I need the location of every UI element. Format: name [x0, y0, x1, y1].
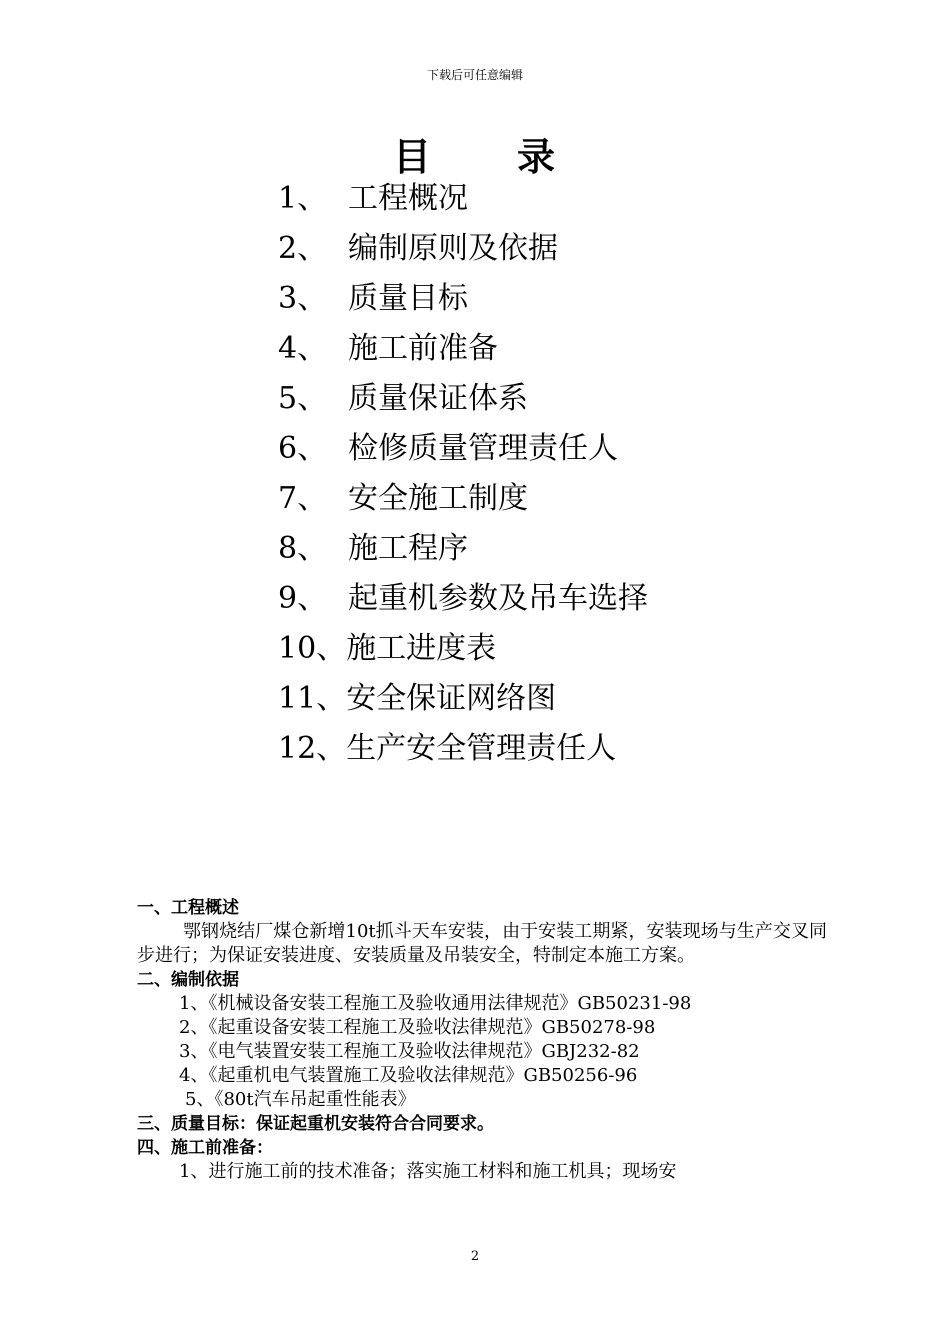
header-note: 下载后可任意编辑 [426, 68, 523, 82]
toc-item-number: 2、 [278, 231, 328, 266]
toc-item-text: 质量目标 [348, 281, 468, 316]
toc-item-text: 安全施工制度 [348, 481, 528, 516]
toc-item-text: 安全保证网络图 [346, 681, 557, 716]
toc-item-text: 施工前准备 [348, 331, 498, 366]
section-heading-basis: 二、编制依据 [137, 970, 239, 990]
toc-item-text: 生产安全管理责任人 [346, 731, 617, 766]
preparation-item: 1、进行施工前的技术准备；落实施工材料和施工机具；现场安 [179, 1161, 677, 1182]
toc-title [0, 126, 950, 181]
toc-item-number: 5、 [278, 381, 328, 416]
toc-item-text: 起重机参数及吊车选择 [348, 581, 648, 616]
reference-item: 1、《机械设备安装工程施工及验收通用法律规范》GB50231-98 [179, 993, 692, 1014]
toc-item-number: 7、 [278, 481, 328, 516]
section-heading-preparation: 四、施工前准备： [137, 1138, 273, 1158]
toc-list [278, 174, 648, 774]
toc-item-number: 11、 [278, 681, 347, 716]
toc-item-text: 编制原则及依据 [348, 231, 558, 266]
toc-item-text: 检修质量管理责任人 [348, 431, 618, 466]
toc-item-number: 9、 [278, 581, 328, 616]
toc-title-char-1: 目 [392, 135, 433, 179]
toc-item-number: 8、 [278, 531, 328, 566]
toc-item [278, 224, 648, 274]
toc-item-number: 12、 [278, 731, 347, 766]
toc-item [278, 724, 648, 774]
reference-item: 3、《电气装置安装工程施工及验收法律规范》GBJ232-82 [179, 1041, 640, 1062]
reference-item: 5、《80t汽车吊起重性能表》 [185, 1089, 416, 1110]
toc-item-number: 4、 [278, 331, 328, 366]
toc-item [278, 324, 648, 374]
toc-item-number: 3、 [278, 281, 328, 316]
page-number: 2 [470, 1249, 480, 1264]
section-heading-overview: 一、工程概述 [137, 898, 239, 918]
toc-item-number: 6、 [278, 431, 328, 466]
toc-item-text: 质量保证体系 [348, 381, 528, 416]
reference-item: 4、《起重机电气装置施工及验收法律规范》GB50256-96 [179, 1065, 638, 1086]
toc-item-number: 1、 [278, 181, 328, 216]
toc-item [278, 174, 648, 224]
toc-item-text: 施工进度表 [346, 631, 497, 666]
toc-item [278, 524, 648, 574]
toc-item [278, 274, 648, 324]
overview-paragraph: 鄂钢烧结厂煤仓新增10t抓斗天车安装，由于安装工期紧，安装现场与生产交叉同步进行；为保证安装进度、安装质量及吊装安全，特制定本施工方案。 [137, 921, 827, 966]
document-body [137, 896, 827, 1184]
toc-item [278, 674, 648, 724]
toc-item-number: 10、 [278, 631, 347, 666]
reference-item: 2、《起重设备安装工程施工及验收法律规范》GB50278-98 [179, 1017, 656, 1038]
toc-item [278, 424, 648, 474]
toc-title-char-2: 录 [517, 135, 558, 179]
section-heading-quality-goal: 三、质量目标：保证起重机安装符合合同要求。 [137, 1114, 494, 1134]
toc-item-text: 施工程序 [348, 531, 468, 566]
toc-item [278, 574, 648, 624]
toc-item [278, 624, 648, 674]
toc-item-text: 工程概况 [348, 181, 468, 216]
toc-item [278, 474, 648, 524]
toc-item [278, 374, 648, 424]
